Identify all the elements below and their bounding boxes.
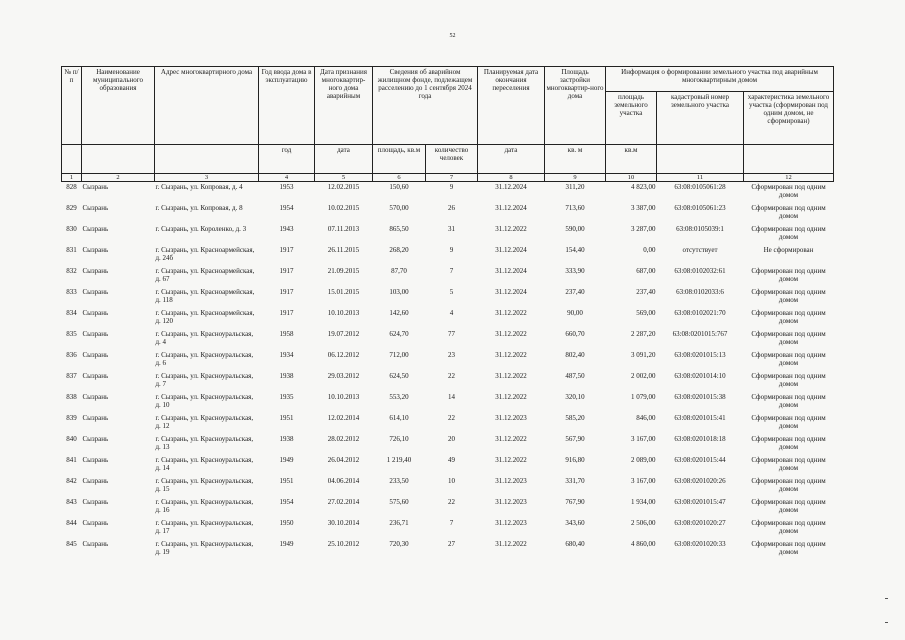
cell-land-characteristic: Сформирован под одним домом — [751, 183, 826, 200]
cell-land-characteristic: Сформирован под одним домом — [751, 288, 826, 305]
cell-fund-area: 624,50 — [389, 372, 409, 380]
cell-fund-area: 103,00 — [389, 288, 409, 296]
header-row-units — [62, 145, 834, 174]
table-row — [62, 392, 834, 413]
table-row — [62, 308, 834, 329]
cell-land-characteristic: Не сформирован — [763, 246, 814, 254]
cell-people: 49 — [448, 456, 455, 464]
cell-fund-area: 570,00 — [389, 204, 409, 212]
cell-planned-date: 31.12.2022 — [495, 393, 527, 401]
cell-year: 1958 — [279, 330, 294, 338]
cell-built-area: 343,60 — [565, 519, 585, 527]
header-row-main — [62, 67, 834, 92]
cell-built-area: 567,90 — [565, 435, 585, 443]
cell-number: 835 — [66, 330, 77, 338]
cell-address: г. Сызрань, ул. Красноуральская, д. 12 — [155, 414, 254, 431]
cell-municipality: Сызрань — [82, 498, 109, 506]
cell-built-area: 660,70 — [565, 330, 585, 338]
cell-recognition-date: 12.02.2014 — [327, 414, 360, 422]
cell-land-characteristic: Сформирован под одним домом — [751, 477, 826, 494]
header-municipality: Наименование муниципального образования — [82, 67, 155, 145]
cell-cadastral: 63:08:0102032:61 — [674, 267, 726, 275]
cell-land-characteristic: Сформирован под одним домом — [751, 351, 826, 368]
cell-people: 9 — [449, 246, 454, 254]
cell-municipality: Сызрань — [82, 330, 109, 338]
cell-land-area: 2 506,00 — [631, 519, 656, 527]
table-row — [62, 413, 834, 434]
cell-land-characteristic: Сформирован под одним домом — [751, 540, 826, 557]
cell-number: 839 — [66, 414, 77, 422]
cell-municipality: Сызрань — [82, 372, 109, 380]
header-year: Год ввода дома в эксплуатацию — [259, 67, 315, 145]
cell-recognition-date: 19.07.2012 — [327, 330, 360, 338]
cell-fund-area: 87,70 — [391, 267, 407, 275]
header-unit-sqm-land: кв.м — [606, 145, 657, 174]
cell-land-area: 4 823,00 — [631, 183, 656, 191]
cell-land-characteristic: Сформирован под одним домом — [751, 456, 826, 473]
cell-people: 14 — [448, 393, 455, 401]
cell-people: 22 — [448, 414, 455, 422]
cell-land-area: 4 860,00 — [631, 540, 656, 548]
cell-land-characteristic: Сформирован под одним домом — [751, 393, 826, 410]
cell-fund-area: 726,10 — [389, 435, 409, 443]
cell-address: г. Сызрань, ул. Копровая, д. 8 — [155, 204, 243, 212]
column-number: 12 — [744, 174, 834, 182]
column-number: 11 — [657, 174, 744, 182]
table-row — [62, 203, 834, 224]
cell-land-area: 569,00 — [636, 309, 656, 317]
header-unit-blank-1 — [62, 145, 82, 174]
cell-municipality: Сызрань — [82, 393, 109, 401]
cell-fund-area: 712,00 — [389, 351, 409, 359]
column-number: 5 — [315, 174, 373, 182]
cell-address: г. Сызрань, ул. Красноармейская, д. 120 — [155, 309, 255, 326]
cell-year: 1949 — [279, 456, 294, 464]
cell-address: г. Сызрань, ул. Красноармейская, д. 67 — [155, 267, 255, 284]
cell-municipality: Сызрань — [82, 288, 109, 296]
cell-people: 7 — [449, 519, 454, 527]
cell-built-area: 713,60 — [565, 204, 585, 212]
cell-built-area: 90,00 — [567, 309, 583, 317]
cell-municipality: Сызрань — [82, 435, 109, 443]
cell-address: г. Сызрань, ул. Красноуральская, д. 4 — [155, 330, 254, 347]
cell-people: 10 — [448, 477, 455, 485]
cell-land-area: 1 934,00 — [631, 498, 656, 506]
cell-number: 832 — [66, 267, 77, 275]
column-number: 9 — [545, 174, 606, 182]
cell-number: 831 — [66, 246, 77, 254]
header-recognition-date: Дата признания многоквартир-ного дома аварийным — [315, 67, 373, 145]
page-number: 52 — [449, 33, 456, 39]
cell-recognition-date: 06.12.2012 — [327, 351, 360, 359]
cell-recognition-date: 26.04.2012 — [327, 456, 360, 464]
cell-planned-date: 31.12.2024 — [495, 288, 527, 296]
cell-fund-area: 720,30 — [389, 540, 409, 548]
table-row — [62, 245, 834, 266]
cell-year: 1917 — [279, 246, 294, 254]
cell-address: г. Сызрань, ул. Красноуральская, д. 19 — [155, 540, 254, 557]
cell-cadastral: 63:08:0201015:41 — [674, 414, 726, 422]
cell-land-characteristic: Сформирован под одним домом — [751, 267, 826, 284]
cell-number: 828 — [66, 183, 77, 191]
cell-recognition-date: 21.09.2015 — [327, 267, 360, 275]
cell-planned-date: 31.12.2022 — [495, 435, 527, 443]
cell-land-characteristic: Сформирован под одним домом — [751, 435, 826, 452]
cell-year: 1917 — [279, 288, 294, 296]
column-number: 8 — [478, 174, 545, 182]
cell-fund-area: 233,50 — [389, 477, 409, 485]
cell-fund-area: 575,60 — [389, 498, 409, 506]
cell-number: 842 — [66, 477, 77, 485]
cell-number: 844 — [66, 519, 77, 527]
cell-number: 836 — [66, 351, 77, 359]
header-land-characteristic: характеристика земельного участка (сформирован под одним домом, не сформирован) — [744, 92, 834, 145]
cell-municipality: Сызрань — [82, 477, 109, 485]
header-unit-blank-3 — [155, 145, 259, 174]
cell-land-area: 687,00 — [636, 267, 656, 275]
header-unit-people: количество человек — [426, 145, 478, 174]
cell-municipality: Сызрань — [82, 351, 109, 359]
cell-year: 1934 — [279, 351, 294, 359]
cell-planned-date: 31.12.2022 — [495, 330, 527, 338]
cell-planned-date: 31.12.2022 — [495, 372, 527, 380]
cell-built-area: 767,90 — [565, 498, 585, 506]
cell-municipality: Сызрань — [82, 309, 109, 317]
cell-land-area: 2 089,00 — [631, 456, 656, 464]
cell-land-area: 1 079,00 — [631, 393, 656, 401]
cell-year: 1917 — [279, 267, 294, 275]
column-number: 1 — [62, 174, 82, 182]
table-row — [62, 350, 834, 371]
header-num: № п/п — [62, 67, 82, 145]
cell-cadastral: 63:08:0102033:6 — [676, 288, 724, 296]
cell-address: г. Сызрань, ул. Красноуральская, д. 6 — [155, 351, 254, 368]
cell-municipality: Сызрань — [82, 225, 109, 233]
header-unit-sqm: кв. м — [545, 145, 606, 174]
table-row — [62, 371, 834, 392]
column-number: 6 — [373, 174, 426, 182]
cell-cadastral: 63:08:0201014:10 — [674, 372, 726, 380]
cell-year: 1938 — [279, 435, 294, 443]
cell-people: 31 — [448, 225, 455, 233]
cell-municipality: Сызрань — [82, 519, 109, 527]
cell-cadastral: 63:08:0201015:44 — [674, 456, 726, 464]
cell-municipality: Сызрань — [82, 414, 109, 422]
cell-municipality: Сызрань — [82, 456, 109, 464]
column-number: 7 — [426, 174, 478, 182]
cell-land-area: 0,00 — [643, 246, 656, 254]
cell-people: 7 — [449, 267, 454, 275]
cell-land-area: 2 002,00 — [631, 372, 656, 380]
cell-address: г. Сызрань, ул. Красноармейская, д. 24б — [155, 246, 255, 263]
header-unit-blank-11 — [657, 145, 744, 174]
cell-planned-date: 31.12.2022 — [495, 540, 527, 548]
header-unit-plan-date: дата — [478, 145, 545, 174]
cell-address: г. Сызрань, ул. Красноуральская, д. 15 — [155, 477, 254, 494]
cell-year: 1917 — [279, 309, 294, 317]
cell-cadastral: 63:08:0201015:13 — [674, 351, 726, 359]
cell-year: 1951 — [279, 477, 294, 485]
table-row — [62, 287, 834, 308]
cell-land-characteristic: Сформирован под одним домом — [751, 498, 826, 515]
cell-land-characteristic: Сформирован под одним домом — [751, 414, 826, 431]
cell-land-characteristic: Сформирован под одним домом — [751, 372, 826, 389]
cell-year: 1950 — [279, 519, 294, 527]
cell-land-area: 3 167,00 — [631, 477, 656, 485]
cell-land-area: 2 287,20 — [631, 330, 656, 338]
cell-recognition-date: 10.02.2015 — [327, 204, 360, 212]
cell-fund-area: 865,50 — [389, 225, 409, 233]
cell-land-area: 3 167,00 — [631, 435, 656, 443]
cell-people: 9 — [449, 183, 454, 191]
cell-planned-date: 31.12.2022 — [495, 309, 527, 317]
cell-land-area: 846,00 — [636, 414, 656, 422]
cell-recognition-date: 12.02.2015 — [327, 183, 360, 191]
table-row — [62, 266, 834, 287]
cell-address: г. Сызрань, ул. Красноуральская, д. 7 — [155, 372, 254, 389]
cell-planned-date: 31.12.2022 — [495, 351, 527, 359]
cell-built-area: 802,40 — [565, 351, 585, 359]
header-unit-date: дата — [315, 145, 373, 174]
cell-fund-area: 236,71 — [389, 519, 409, 527]
table-row — [62, 497, 834, 518]
cell-people: 26 — [448, 204, 455, 212]
header-address: Адрес многоквартирного дома — [155, 67, 259, 145]
margin-mark — [885, 598, 888, 599]
cell-built-area: 487,50 — [565, 372, 585, 380]
cell-recognition-date: 29.03.2012 — [327, 372, 360, 380]
cell-fund-area: 268,20 — [389, 246, 409, 254]
cell-cadastral: 63:08:0201015:47 — [674, 498, 726, 506]
header-land-info: Информация о формировании земельного участка под аварийным многоквартирным домом — [606, 67, 834, 92]
cell-address: г. Сызрань, ул. Красноуральская, д. 17 — [155, 519, 254, 536]
cell-built-area: 916,80 — [565, 456, 585, 464]
cell-number: 843 — [66, 498, 77, 506]
cell-land-characteristic: Сформирован под одним домом — [751, 519, 826, 536]
cell-fund-area: 624,70 — [389, 330, 409, 338]
cell-people: 22 — [448, 498, 455, 506]
cell-built-area: 331,70 — [565, 477, 585, 485]
cell-number: 830 — [66, 225, 77, 233]
cell-year: 1951 — [279, 414, 294, 422]
column-number: 10 — [606, 174, 657, 182]
cell-land-characteristic: Сформирован под одним домом — [751, 225, 826, 242]
cell-year: 1938 — [279, 372, 294, 380]
cell-address: г. Сызрань, ул. Красноуральская, д. 14 — [155, 456, 254, 473]
cell-planned-date: 31.12.2024 — [495, 204, 527, 212]
cell-number: 841 — [66, 456, 77, 464]
cell-planned-date: 31.12.2022 — [495, 456, 527, 464]
cell-cadastral: 63:08:0201015:38 — [674, 393, 726, 401]
header-unit-year: год — [259, 145, 315, 174]
cell-cadastral: 63:08:0102021:70 — [674, 309, 726, 317]
cell-planned-date: 31.12.2023 — [495, 519, 527, 527]
cell-recognition-date: 07.11.2013 — [327, 225, 360, 233]
cell-built-area: 680,40 — [565, 540, 585, 548]
cell-land-characteristic: Сформирован под одним домом — [751, 204, 826, 221]
cell-land-characteristic: Сформирован под одним домом — [751, 330, 826, 347]
cell-number: 829 — [66, 204, 77, 212]
cell-address: г. Сызрань, ул. Короленко, д. 3 — [155, 225, 247, 233]
cell-planned-date: 31.12.2024 — [495, 246, 527, 254]
cell-people: 22 — [448, 372, 455, 380]
cell-year: 1949 — [279, 540, 294, 548]
header-land-area: площадь земельного участка — [606, 92, 657, 145]
cell-recognition-date: 27.02.2014 — [327, 498, 360, 506]
cell-land-area: 3 387,00 — [631, 204, 656, 212]
cell-year: 1954 — [279, 498, 294, 506]
cell-fund-area: 142,60 — [389, 309, 409, 317]
column-number: 4 — [259, 174, 315, 182]
cell-cadastral: 63:08:0105061:23 — [674, 204, 726, 212]
cell-cadastral: отсутствует — [682, 246, 718, 254]
header-fund-info: Сведения об аварийном жилищном фонде, подлежащем расселению до 1 сентября 2024 года — [373, 67, 478, 145]
cell-planned-date: 31.12.2024 — [495, 183, 527, 191]
housing-register-table — [61, 66, 834, 560]
cell-built-area: 154,40 — [565, 246, 585, 254]
table-row — [62, 224, 834, 245]
cell-built-area: 590,00 — [565, 225, 585, 233]
cell-cadastral: 63:08:0201020:27 — [674, 519, 726, 527]
cell-people: 27 — [448, 540, 455, 548]
cell-number: 837 — [66, 372, 77, 380]
cell-number: 840 — [66, 435, 77, 443]
cell-fund-area: 614,10 — [389, 414, 409, 422]
table-row — [62, 329, 834, 350]
cell-fund-area: 553,20 — [389, 393, 409, 401]
cell-recognition-date: 10.10.2013 — [327, 393, 360, 401]
cell-number: 834 — [66, 309, 77, 317]
cell-municipality: Сызрань — [82, 204, 109, 212]
cell-number: 845 — [66, 540, 77, 548]
cell-recognition-date: 26.11.2015 — [327, 246, 360, 254]
cell-cadastral: 63:08:0201020:33 — [674, 540, 726, 548]
column-number: 3 — [155, 174, 259, 182]
table-row — [62, 518, 834, 539]
table-row — [62, 476, 834, 497]
cell-address: г. Сызрань, ул. Красноармейская, д. 118 — [155, 288, 255, 305]
cell-planned-date: 31.12.2023 — [495, 477, 527, 485]
cell-built-area: 237,40 — [565, 288, 585, 296]
cell-address: г. Сызрань, ул. Копровая, д. 4 — [155, 183, 243, 191]
cell-cadastral: 63:08:0201018:18 — [674, 435, 726, 443]
cell-cadastral: 63:08:0201015:767 — [672, 330, 728, 338]
cell-municipality: Сызрань — [82, 267, 109, 275]
cell-land-area: 237,40 — [636, 288, 656, 296]
header-cadastral: кадастровый номер земельного участка — [657, 92, 744, 145]
cell-fund-area: 150,60 — [389, 183, 409, 191]
table-row — [62, 539, 834, 560]
cell-built-area: 311,20 — [565, 183, 585, 191]
header-planned-date: Планируемая дата окончания переселения — [478, 67, 545, 145]
cell-fund-area: 1 219,40 — [386, 456, 412, 464]
cell-planned-date: 31.12.2022 — [495, 225, 527, 233]
header-built-area: Площадь застройки многоквартир-ного дома — [545, 67, 606, 145]
cell-address: г. Сызрань, ул. Красноуральская, д. 16 — [155, 498, 254, 515]
cell-year: 1954 — [279, 204, 294, 212]
table-row — [62, 455, 834, 476]
cell-planned-date: 31.12.2023 — [495, 498, 527, 506]
cell-planned-date: 31.12.2024 — [495, 267, 527, 275]
cell-municipality: Сызрань — [82, 246, 109, 254]
cell-land-characteristic: Сформирован под одним домом — [751, 309, 826, 326]
column-number: 2 — [82, 174, 155, 182]
cell-built-area: 585,20 — [565, 414, 585, 422]
cell-planned-date: 31.12.2023 — [495, 414, 527, 422]
cell-recognition-date: 28.02.2012 — [327, 435, 360, 443]
cell-address: г. Сызрань, ул. Красноуральская, д. 10 — [155, 393, 254, 410]
cell-year: 1953 — [279, 183, 294, 191]
cell-cadastral: 63:08:0105061:28 — [674, 183, 726, 191]
cell-municipality: Сызрань — [82, 183, 109, 191]
cell-people: 4 — [449, 309, 454, 317]
cell-built-area: 320,10 — [565, 393, 585, 401]
header-unit-area: площадь, кв.м — [373, 145, 426, 174]
cell-recognition-date: 04.06.2014 — [327, 477, 360, 485]
cell-people: 77 — [448, 330, 455, 338]
cell-people: 23 — [448, 351, 455, 359]
cell-land-area: 3 091,20 — [631, 351, 656, 359]
header-unit-blank-2 — [82, 145, 155, 174]
margin-mark — [885, 622, 888, 623]
header-unit-blank-12 — [744, 145, 834, 174]
cell-address: г. Сызрань, ул. Красноуральская, д. 13 — [155, 435, 254, 452]
table-row — [62, 182, 834, 204]
cell-people: 5 — [449, 288, 454, 296]
cell-recognition-date: 10.10.2013 — [327, 309, 360, 317]
cell-recognition-date: 15.01.2015 — [327, 288, 360, 296]
cell-number: 838 — [66, 393, 77, 401]
cell-land-area: 3 287,00 — [631, 225, 656, 233]
column-number-row — [62, 174, 834, 182]
cell-cadastral: 63:08:0201020:26 — [674, 477, 726, 485]
cell-recognition-date: 30.10.2014 — [327, 519, 360, 527]
cell-cadastral: 63:08:0105039:1 — [676, 225, 724, 233]
table-body — [62, 182, 834, 561]
cell-year: 1935 — [279, 393, 294, 401]
table-row — [62, 434, 834, 455]
cell-people: 20 — [448, 435, 455, 443]
cell-year: 1943 — [279, 225, 294, 233]
cell-recognition-date: 25.10.2012 — [327, 540, 360, 548]
cell-number: 833 — [66, 288, 77, 296]
cell-built-area: 333,90 — [565, 267, 585, 275]
cell-municipality: Сызрань — [82, 540, 109, 548]
